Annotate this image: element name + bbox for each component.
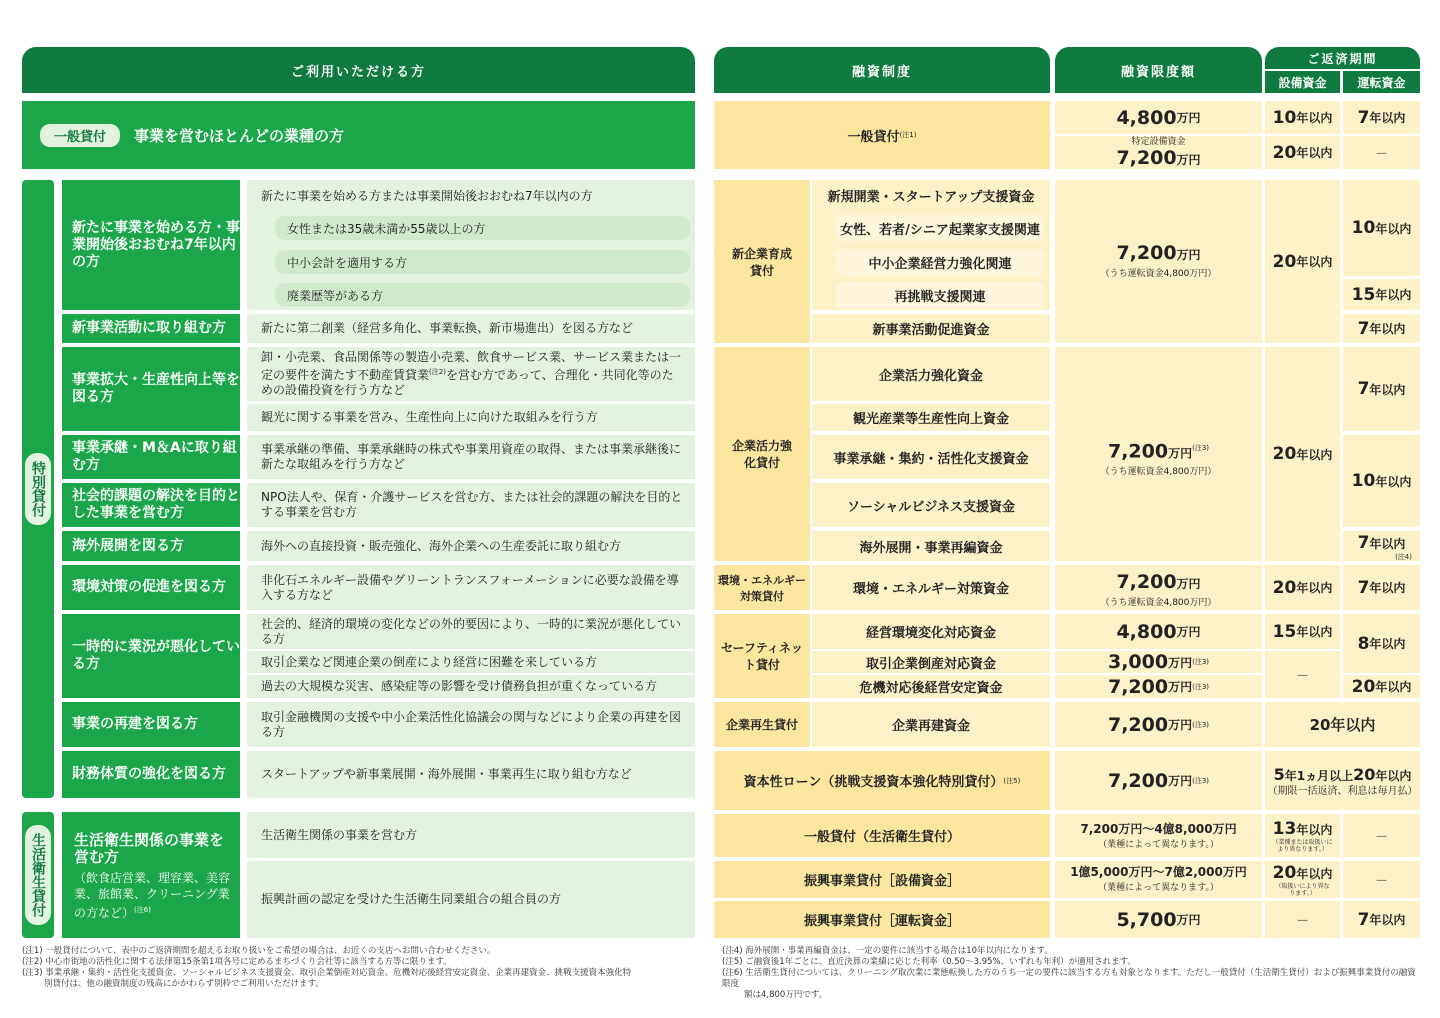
- p7-eq-sub: （業種または取扱いにより異なります。）: [1272, 838, 1333, 853]
- label-r3: [62, 347, 240, 431]
- sys-g2-s4: [812, 483, 1050, 527]
- general-desc: 事業を営むほとんどの業種の方: [134, 126, 345, 145]
- header-period-text: ご返済期間: [1307, 51, 1378, 66]
- general-row: [22, 101, 695, 169]
- sys-g8-text: 振興事業貸付［設備資金］: [803, 874, 960, 889]
- sys-g3: [714, 565, 810, 610]
- desc-r11-1-text: 生活衛生関係の事業を営む方: [261, 827, 418, 842]
- limit-g2-value: 7,200: [1107, 440, 1169, 463]
- sys-g1-s5-text: 新事業活動促進資金: [872, 323, 990, 338]
- sys-g2-s1-text: 企業活力強化資金: [878, 368, 983, 384]
- p2-op-a: [1343, 347, 1420, 431]
- sys-g3-text: 環境・エネルギー対策貸付: [718, 573, 806, 603]
- note-1: (注1) 一般貸付について、表中のご返済期間を超えるお取り扱いをご希望の場合は、お近くの支店へお問い合わせください。: [22, 946, 496, 956]
- label-r8-text: 一時的に業況が悪化している方: [72, 639, 240, 672]
- sys-g6-text: 資本性ローン（挑戦支援資本強化特別貸付）: [743, 775, 1004, 790]
- label-r8: [62, 614, 240, 698]
- desc-r3-2-text: 観光に関する事業を営み、生産性向上に向けた取組みを行う方: [261, 410, 598, 424]
- desc-r2-text: 新たに第二創業（経営多角化、事業転換、新市場進出）を図る方など: [261, 321, 634, 335]
- desc-r1-pill-2: [275, 250, 690, 274]
- desc-r6-text: 海外への直接投資・販売強化、海外企業への生産委託に取り組む方: [261, 538, 622, 553]
- unit-nen: 年以内: [1375, 288, 1412, 302]
- p1-op-a: [1343, 180, 1420, 276]
- limit-g4b-note: (注3): [1192, 658, 1210, 666]
- general-eq2-value: 20: [1272, 142, 1297, 163]
- unit-nen: 年以内: [1296, 111, 1333, 125]
- header-limit-text: 融資限度額: [1120, 64, 1196, 80]
- sys-g2-text: 企業活力強化貸付: [731, 439, 792, 470]
- desc-r3-2: [247, 404, 695, 431]
- desc-r10: [247, 751, 695, 798]
- header-equipment-text: 設備資金: [1278, 75, 1327, 90]
- p8-op-value: －: [1374, 874, 1388, 889]
- note-6-cont: 額は4,800万円です。: [744, 990, 828, 1000]
- notes-left: [22, 946, 702, 990]
- label-r11-note: (注6): [134, 906, 151, 914]
- desc-r8-3: [247, 675, 695, 698]
- p9-eq: [1265, 901, 1340, 938]
- desc-r11-1: [247, 812, 695, 858]
- desc-r7-text: 非化石エネルギー設備やグリーントランスフォーメーションに必要な設備を導入する方など: [261, 572, 679, 602]
- general-eq1: [1265, 101, 1340, 134]
- label-r9-text: 事業の再建を図る方: [72, 716, 198, 732]
- header-users: [22, 47, 695, 93]
- p8-eq-value: 20: [1272, 862, 1297, 883]
- limit-g5-value: 7,200: [1107, 713, 1169, 736]
- notes-right: [722, 946, 1422, 1001]
- limit-g2-sub: （うち運転資金4,800万円）: [1100, 467, 1217, 478]
- limit-g6: [1055, 751, 1262, 810]
- p6-sub: （期限一括返済、利息は毎月払）: [1267, 786, 1418, 797]
- sys-g4-s3-text: 危機対応後経営安定資金: [859, 681, 1003, 696]
- p2-op-a-value: 7: [1357, 379, 1370, 399]
- label-r11-sub: （飲食店営業、理容業、美容業、旅館業、クリーニング業の方など）: [74, 871, 231, 920]
- general-limit-1: [1055, 101, 1262, 134]
- unit-nen: 年以内: [1296, 146, 1333, 160]
- sys-g7-text: 一般貸付（生活衛生貸付）: [803, 830, 960, 845]
- sys-g1-s2-text: 女性、若者/シニア起業家支援関連: [840, 222, 1040, 238]
- p6-a: 5: [1273, 765, 1285, 784]
- label-r2: [62, 314, 240, 343]
- sys-g1: [714, 180, 810, 343]
- desc-r1-text: 新たに事業を始める方または事業開始後おおむね7年以内の方: [261, 188, 593, 203]
- label-r5: [62, 483, 240, 527]
- note-4: (注4) 海外展開・事業再編資金は、一定の要件に該当する場合は10年以内になります。: [722, 946, 1053, 956]
- unit-man: 万円: [1176, 153, 1201, 167]
- limit-g8-value: 1億5,000万円～7億2,000万円: [1070, 865, 1247, 879]
- unit-nen: 年以内: [1296, 625, 1333, 639]
- limit-g1: [1055, 180, 1262, 343]
- sys-g4-s1: [812, 614, 1050, 649]
- sys-g1-s3: [836, 249, 1044, 275]
- unit-man: 万円: [1168, 680, 1193, 694]
- limit-g1-value: 7,200: [1116, 242, 1177, 264]
- p6-d: 年以内: [1375, 769, 1412, 783]
- header-system-text: 融資制度: [851, 64, 912, 80]
- sys-g4-text: セーフティネット貸付: [721, 641, 803, 672]
- unit-nen: 年以内: [1369, 382, 1406, 397]
- p2-op-b: [1343, 435, 1420, 527]
- sys-g4: [714, 614, 810, 698]
- sys-g3-s1-text: 環境・エネルギー対策資金: [852, 582, 1009, 597]
- limit-g5: [1055, 702, 1262, 747]
- limit-g3-sub: （うち運転資金4,800万円）: [1100, 598, 1217, 608]
- p1-op-b-value: 15: [1351, 284, 1376, 305]
- limit-g5-note: (注3): [1192, 720, 1210, 729]
- p4-op-b: [1343, 675, 1420, 698]
- p5: [1265, 702, 1420, 747]
- general-eq2: [1265, 136, 1340, 169]
- header-period: [1265, 47, 1420, 69]
- label-r1: [62, 180, 240, 310]
- limit-g4c-note: (注3): [1192, 682, 1210, 691]
- limit-g4c: [1055, 675, 1262, 698]
- p3-eq: [1265, 565, 1340, 610]
- p7-op-value: －: [1374, 830, 1388, 845]
- desc-r8-2: [247, 651, 695, 673]
- p9-op-value: 7: [1357, 909, 1370, 930]
- p1-op-c: [1343, 314, 1420, 343]
- limit-g4c-value: 7,200: [1107, 675, 1169, 698]
- limit-g4b-value: 3,000: [1107, 651, 1169, 673]
- p4-eq-a-value: 15: [1272, 621, 1297, 642]
- general-system: [714, 101, 1050, 169]
- sys-g1-s4: [836, 282, 1044, 308]
- general-badge: 一般貸付: [40, 124, 120, 147]
- note-5: (注5) ご融資後1年ごとに、直近決算の業績に応じた利率（0.50～3.95%、いずれも年利）が適用されます。: [722, 957, 1136, 967]
- sys-g2-s3-text: 事業承継・集約・活性化支援資金: [833, 451, 1029, 467]
- sys-g2-s5-text: 海外展開・事業再編資金: [859, 540, 1003, 556]
- p1-eq-value: 20: [1272, 251, 1297, 272]
- label-r4: [62, 435, 240, 479]
- sys-g5-s1: [812, 702, 1050, 747]
- p9-op: [1343, 901, 1420, 938]
- general-limit-1-value: 4,800: [1116, 106, 1177, 129]
- sys-g5-text: 企業再生貸付: [725, 718, 798, 732]
- general-limit-2-label: 特定設備資金: [1131, 137, 1186, 147]
- desc-r8-1: [247, 614, 695, 649]
- p6-c: 20: [1353, 765, 1376, 784]
- label-r6: [62, 531, 240, 561]
- header-operating-text: 運転資金: [1357, 75, 1406, 90]
- desc-r1-pill-2-text: 中小会計を適用する方: [287, 255, 408, 270]
- header-limit: [1055, 47, 1262, 93]
- sys-g1-s4-text: 再挑戦支援関連: [894, 289, 986, 305]
- sys-g2-s3: [812, 435, 1050, 479]
- label-r2-text: 新事業活動に取り組む方: [72, 320, 226, 336]
- limit-g7-sub: （業種によって異なります。）: [1098, 840, 1219, 850]
- general-system-note: (注1): [899, 131, 917, 139]
- p1-op-b: [1343, 279, 1420, 310]
- desc-r1-pill-3: [275, 283, 690, 307]
- sys-g1-text: 新企業育成貸付: [731, 246, 792, 278]
- p2-op-b-value: 10: [1351, 471, 1376, 491]
- limit-g2-note: (注3): [1192, 444, 1210, 452]
- sys-g1-s3-text: 中小企業経営力強化関連: [868, 256, 1012, 272]
- general-system-text: 一般貸付: [847, 129, 900, 145]
- desc-r11-2-text: 振興計画の認定を受けた生活衛生同業組合の組合員の方: [261, 892, 562, 906]
- sys-g6: [714, 751, 1050, 810]
- label-r6-text: 海外展開を図る方: [72, 537, 184, 554]
- p3-op: [1343, 565, 1420, 610]
- note-3: (注3) 事業承継・集約・活性化支援資金、ソーシャルビジネス支援資金、取引企業倒産対応資金、危機対応後経営安定資金、企業再建資金、挑戦支援資本強化特: [22, 968, 632, 978]
- note-6: (注6) 生活衛生貸付については、クリーニング取次業に業態転換した方のうち一定の要件に該当する方も対象となります。ただし一般貸付（生活衛生貸付）および振興事業貸付の融資限度: [722, 968, 1416, 989]
- seikatsu-side: [22, 812, 54, 938]
- unit-nen: 年以内: [1369, 322, 1406, 336]
- desc-r1-pill-1-text: 女性または35歳未満か55歳以上の方: [287, 221, 486, 236]
- unit-nen: 年以内: [1369, 111, 1406, 125]
- general-op2: [1343, 136, 1420, 169]
- general-limit-2-value: 7,200: [1116, 147, 1177, 169]
- unit-nen: 年以内: [1369, 537, 1406, 551]
- sys-g5: [714, 702, 810, 747]
- label-r11: [62, 812, 240, 938]
- p8-op: [1343, 861, 1420, 898]
- unit-nen: 年以内: [1296, 581, 1333, 595]
- header-users-text: ご利用いただける方: [290, 64, 426, 80]
- desc-r3-note: (注2): [429, 368, 446, 376]
- p7-eq: [1265, 814, 1340, 857]
- p3-op-value: 7: [1357, 577, 1370, 598]
- desc-r3-1b: を営む方であって、合理化・共同化等のための設備投資を行う方など: [261, 368, 674, 397]
- sys-g8: [714, 861, 1050, 898]
- general-op1-value: 7: [1357, 107, 1370, 128]
- limit-g4a-value: 4,800: [1116, 620, 1177, 643]
- sys-g9: [714, 901, 1050, 938]
- sys-g3-s1: [812, 565, 1050, 610]
- unit-nen: 年以内: [1296, 866, 1333, 881]
- label-r10-text: 財務体質の強化を図る方: [72, 766, 226, 782]
- unit-man: 万円: [1176, 913, 1201, 927]
- p1-eq: [1265, 180, 1340, 343]
- desc-r8-3-text: 過去の大規模な災害、感染症等の影響を受け債務負担が重くなっている方: [261, 679, 658, 693]
- p2-eq: [1265, 347, 1340, 561]
- sys-g4-s3: [812, 675, 1050, 698]
- sys-g7: [714, 814, 1050, 857]
- limit-g3-value: 7,200: [1116, 571, 1177, 593]
- general-limit-2: [1055, 136, 1262, 169]
- unit-man: 万円: [1168, 774, 1193, 788]
- sys-g2-s2-text: 観光産業等生産性向上資金: [852, 412, 1009, 427]
- desc-r11-2: [247, 861, 695, 938]
- p4-op-a-value: 8: [1357, 633, 1370, 654]
- sys-g2-s1: [812, 347, 1050, 401]
- sys-g2: [714, 347, 810, 561]
- unit-man: 万円: [1168, 655, 1193, 670]
- unit-nen: 年以内: [1296, 822, 1333, 837]
- limit-g7-value: 7,200万円～4億8,000万円: [1080, 822, 1237, 836]
- unit-nen: 年以内: [1296, 447, 1333, 462]
- desc-r8-1-text: 社会的、経済的環境の変化などの外的要因により、一時的に業況が悪化している方: [261, 616, 682, 646]
- sys-g2-s4-text: ソーシャルビジネス支援資金: [846, 499, 1016, 515]
- desc-r10-text: スタートアップや新事業展開・海外展開・事業再生に取り組む方など: [261, 767, 632, 781]
- desc-r9: [247, 702, 695, 747]
- limit-g9: [1055, 901, 1262, 938]
- p2-op-c-value: 7: [1357, 533, 1370, 553]
- sys-g4-s2-text: 取引企業倒産対応資金: [865, 656, 996, 672]
- p7-op: [1343, 814, 1420, 857]
- seikatsu-side-label: 生活衛生貸付: [25, 825, 51, 925]
- p8-eq-sub: （取扱いにより異なります。）: [1275, 882, 1330, 897]
- p8-eq: [1265, 861, 1340, 898]
- p3-eq-value: 20: [1272, 577, 1297, 598]
- sys-g4-s2: [812, 651, 1050, 673]
- label-r7: [62, 565, 240, 610]
- p6-b: 年1ヵ月以上: [1284, 769, 1354, 783]
- desc-r1-pill-3-text: 廃業歴等がある方: [287, 288, 384, 303]
- limit-g7: [1055, 814, 1262, 857]
- desc-r7: [247, 565, 695, 610]
- special-side: [22, 180, 54, 798]
- limit-g9-value: 5,700: [1116, 908, 1177, 931]
- label-r3-text: 事業拡大・生産性向上等を図る方: [72, 372, 240, 405]
- desc-r2: [247, 314, 695, 343]
- label-r5-text: 社会的課題の解決を目的とした事業を営む方: [72, 488, 240, 521]
- unit-nen: 年以内: [1375, 221, 1412, 236]
- p4-eq-b: [1265, 651, 1340, 698]
- desc-r3-1a: 卸・小売業、食品関係等の製造小売業、飲食サービス業、サービス業または一定の要件を満たす不動産賃貸業: [261, 350, 682, 382]
- header-equipment: [1265, 71, 1340, 93]
- unit-man: 万円: [1176, 248, 1201, 262]
- general-op2-value: －: [1374, 147, 1388, 162]
- note-2: (注2) 中心市街地の活性化に関する法律第15条第1項各号に定めるまちづくり会社等に該当する方等に限ります。: [22, 957, 452, 967]
- label-r7-text: 環境対策の促進を図る方: [72, 579, 226, 595]
- note-3-cont: 別貸付は、他の融資制度の残高にかかわらず別枠でご利用いただけます。: [44, 979, 324, 989]
- unit-nen: 年以内: [1375, 680, 1412, 694]
- desc-r5: [247, 483, 695, 527]
- label-r10: [62, 751, 240, 798]
- sys-g5-s1-text: 企業再建資金: [891, 719, 970, 734]
- label-r1-text: 新たに事業を始める方・事業開始後おおむね7年以内の方: [72, 219, 240, 270]
- header-operating: [1343, 71, 1420, 93]
- limit-g2: [1055, 347, 1262, 561]
- p4-op-b-value: 20: [1351, 676, 1376, 697]
- p4-eq-a: [1265, 614, 1340, 649]
- unit-man: 万円: [1176, 577, 1201, 591]
- label-r11-text: 生活衛生関係の事業を営む方: [74, 831, 225, 866]
- p6: [1265, 751, 1420, 810]
- desc-r5-text: NPO法人や、保育・介護サービスを営む方、または社会的課題の解決を目的とする事業を営む方: [261, 490, 683, 519]
- unit-man: 万円: [1176, 625, 1201, 639]
- unit-nen: 年以内: [1369, 913, 1406, 927]
- sys-g1-s2: [836, 215, 1044, 241]
- desc-r4-text: 事業承継の準備、事業承継時の株式や事業用資産の取得、または事業承継後に新たな取組みを行う方など: [261, 442, 682, 471]
- p4-eq-b-value: －: [1295, 669, 1309, 684]
- header-system: [714, 47, 1050, 93]
- desc-r1: [247, 180, 695, 212]
- limit-g4b: [1055, 651, 1262, 673]
- unit-man: 万円: [1176, 111, 1201, 125]
- limit-g6-note: (注3): [1192, 776, 1210, 785]
- p2-eq-value: 20: [1272, 444, 1297, 464]
- limit-g8: [1055, 861, 1262, 898]
- p2-op-c-note: (注4): [1395, 553, 1412, 561]
- unit-nen: 年以内: [1296, 255, 1333, 269]
- special-side-label: 特別貸付: [25, 453, 51, 525]
- limit-g3: [1055, 565, 1262, 610]
- unit-nen: 年以内: [1369, 581, 1406, 595]
- desc-r9-text: 取引金融機関の支援や中小企業活性化協議会の関与などにより企業の再建を図る方: [261, 709, 682, 739]
- sys-g1-s1: [812, 180, 1050, 211]
- p7-eq-value: 13: [1272, 818, 1297, 839]
- general-eq1-value: 10: [1272, 107, 1297, 128]
- desc-r4: [247, 435, 695, 479]
- p2-op-c: [1343, 531, 1420, 561]
- sys-g2-s5: [812, 531, 1050, 561]
- label-r4-text: 事業承継・M＆Aに取り組む方: [72, 440, 237, 473]
- p9-eq-value: －: [1295, 914, 1309, 929]
- sys-g1-s5: [812, 314, 1050, 343]
- p4-op-a: [1343, 614, 1420, 673]
- limit-g1-sub: （うち運転資金4,800万円）: [1100, 269, 1217, 279]
- desc-r8-2-text: 取引企業など関連企業の倒産により経営に困難を来している方: [261, 654, 598, 669]
- sys-g4-s1-text: 経営環境変化対応資金: [865, 626, 996, 641]
- limit-g6-value: 7,200: [1107, 769, 1169, 792]
- p1-op-c-value: 7: [1357, 318, 1370, 339]
- limit-g4a: [1055, 614, 1262, 649]
- sys-g6-note: (注5): [1003, 776, 1021, 785]
- desc-r6: [247, 531, 695, 561]
- sys-g9-text: 振興事業貸付［運転資金］: [803, 914, 960, 929]
- p1-op-a-value: 10: [1351, 218, 1376, 238]
- unit-man: 万円: [1168, 446, 1193, 461]
- limit-g8-sub: （業種によって異なります。）: [1098, 883, 1219, 893]
- desc-r1-pill-1: [275, 216, 690, 240]
- unit-nen: 年以内: [1375, 474, 1412, 489]
- general-op1: [1343, 101, 1420, 134]
- desc-r3-1: [247, 347, 695, 401]
- p5-value: 20年以内: [1309, 716, 1376, 734]
- unit-man: 万円: [1168, 718, 1193, 732]
- unit-nen: 年以内: [1369, 637, 1406, 651]
- sys-g2-s2: [812, 404, 1050, 431]
- label-r9: [62, 702, 240, 747]
- sys-g1-s1-text: 新規開業・スタートアップ支援資金: [827, 190, 1035, 205]
